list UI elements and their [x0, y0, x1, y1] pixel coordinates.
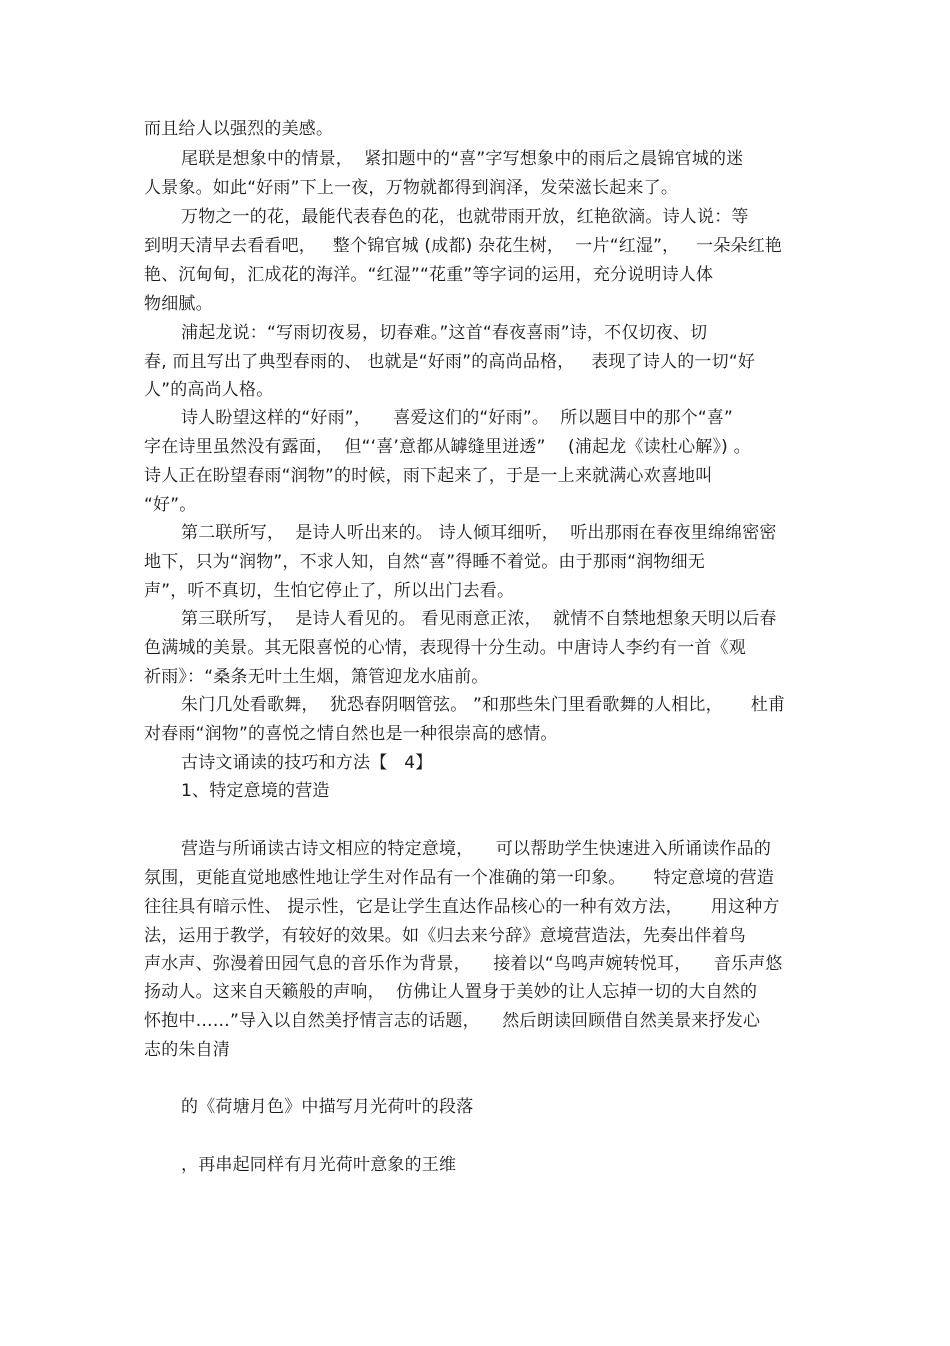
text-line: 往往具有暗示性、 提示性，它是让学生直达作品核心的一种有效方法， 用这种方: [144, 897, 780, 917]
text-line: 浦起龙说：“写雨切夜易，切春难。”这首“春夜喜雨”诗，不仅切夜、切: [181, 323, 708, 343]
text-line: 营造与所诵读古诗文相应的特定意境， 可以帮助学生快速进入所诵读作品的: [181, 839, 772, 859]
text-line: 人”的高尚人格。: [144, 380, 274, 400]
text-line: 怀抱中……”导入以自然美抒情言志的话题， 然后朗读回顾借自然美景来抒发心: [144, 1011, 761, 1031]
text-line: 而且给人以强烈的美感。: [144, 119, 334, 139]
text-line: 色满城的美景。其无限喜悦的心情，表现得十分生动。中唐诗人李约有一首《观: [144, 638, 746, 658]
text-line: 氛围，更能直觉地感性地让学生对作品有一个准确的第一印象。 特定意境的营造: [144, 868, 775, 888]
text-line: 字在诗里虽然没有露面， 但“‘喜’意都从罅缝里迸透” (浦起龙《读杜心解》) 。: [144, 437, 751, 457]
text-line: 诗人正在盼望春雨“润物”的时候，雨下起来了，于是一上来就满心欢喜地叫: [144, 466, 713, 486]
text-line: 法，运用于教学，有较好的效果。如《归去来兮辞》意境营造法，先奏出伴着鸟: [144, 926, 746, 946]
text-line: 祈雨》：“桑条无叶土生烟，箫管迎龙水庙前。: [144, 667, 489, 687]
text-line: 尾联是想象中的情景， 紧扣题中的“喜”字写想象中的雨后之晨锦官城的迷: [181, 149, 744, 169]
text-line: 朱门几处看歌舞， 犹恐春阴咽管弦。 ”和那些朱门里看歌舞的人相比， 杜甫: [181, 695, 786, 715]
text-line: 第三联所写， 是诗人看见的。 看见雨意正浓， 就情不自禁地想象天明以后春: [181, 609, 777, 629]
text-line: 地下，只为“润物”，不求人知，自然“喜”得睡不着觉。由于那雨“润物细无: [144, 552, 706, 572]
text-line: 声水声、弥漫着田园气息的音乐作为背景， 接着以“鸟鸣声婉转悦耳， 音乐声悠: [144, 954, 783, 974]
text-line: 诗人盼望这样的“好雨”， 喜爱这们的“好雨”。 所以题目中的那个“喜”: [181, 408, 734, 428]
text-line: 第二联所写， 是诗人听出来的。 诗人倾耳细听， 听出那雨在春夜里绵绵密密: [181, 523, 777, 543]
text-line: “好”。: [144, 495, 197, 515]
text-line: 扬动人。这来自天籁般的声响， 仿佛让人置身于美妙的让人忘掉一切的大自然的: [144, 982, 758, 1002]
text-line: 声”，听不真切，生怕它停止了，所以出门去看。: [144, 581, 515, 601]
text-line: 到明天清早去看看吧， 整个锦官城 (成都) 杂花生树， 一片“红湿”， 一朵朵红艳: [144, 236, 783, 256]
text-line: 人景象。如此“好雨”下上一夜，万物就都得到润泽，发荣滋长起来了。: [144, 178, 679, 198]
section-heading: 古诗文诵读的技巧和方法【 4】: [181, 753, 433, 773]
text-line: 万物之一的花，最能代表春色的花，也就带雨开放，红艳欲滴。诗人说：等: [181, 207, 749, 227]
text-line: 艳、沉甸甸，汇成花的海洋。“红湿”“花重”等字词的运用，充分说明诗人体: [144, 265, 714, 285]
text-line: 的《荷塘月色》中描写月光荷叶的段落: [181, 1097, 474, 1117]
text-line: 春, 而且写出了典型春雨的、 也就是“好雨”的高尚品格， 表现了诗人的一切“好: [144, 352, 756, 372]
text-line: 对春雨“润物”的喜悦之情自然也是一种很崇高的感情。: [144, 724, 558, 744]
text-line: ，再串起同样有月光荷叶意象的王维: [181, 1155, 457, 1175]
text-line: 志的朱自清: [144, 1040, 230, 1060]
subsection-heading: 1、特定意境的营造: [181, 781, 330, 801]
text-line: 物细腻。: [144, 294, 213, 314]
